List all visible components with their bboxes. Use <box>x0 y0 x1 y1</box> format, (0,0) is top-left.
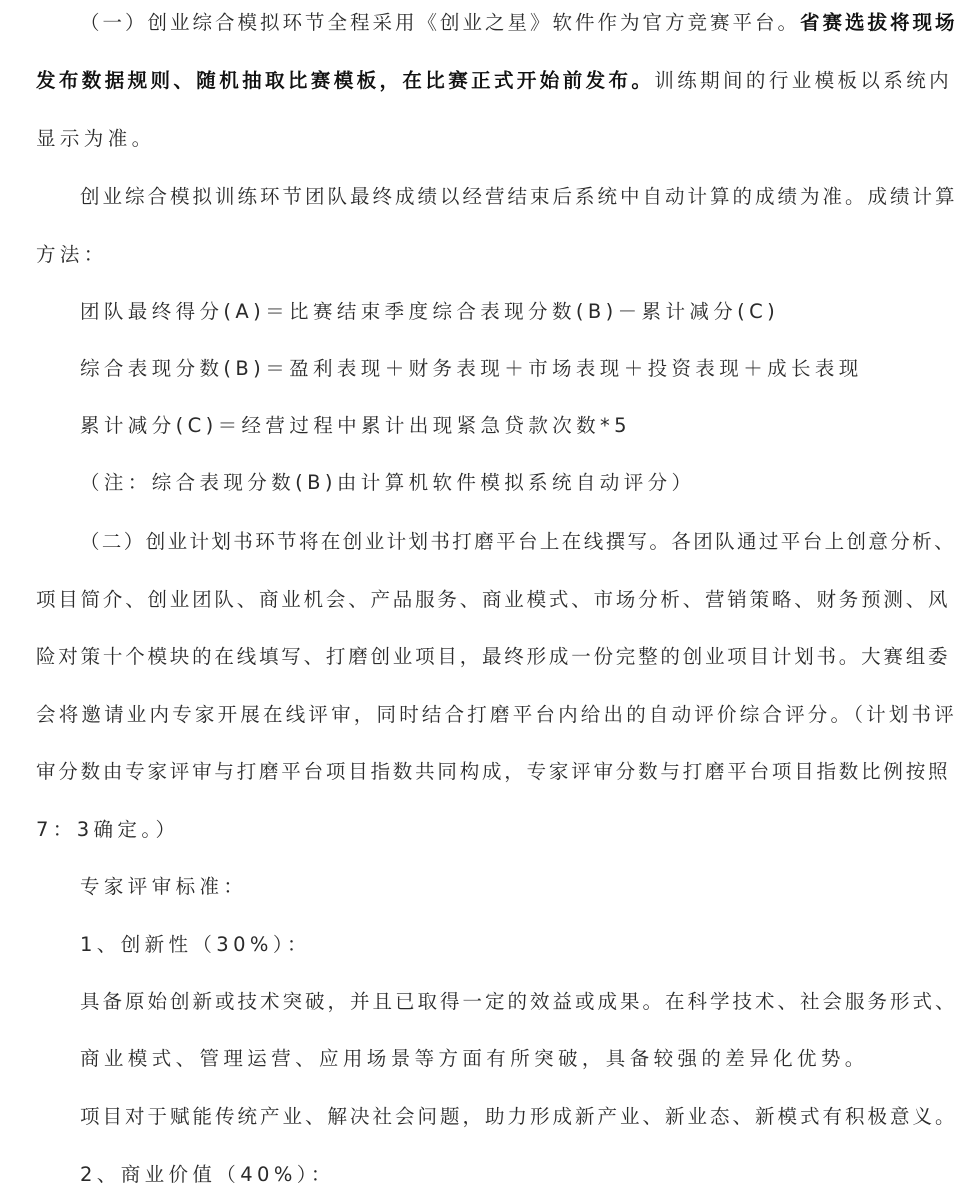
section1-para2-line1: 创业综合模拟训练环节团队最终成绩以经营结束后系统中自动计算的成绩为准。成绩计算 <box>80 185 958 208</box>
section1-para1-bold-text-2: 发布数据规则、随机抽取比赛模板，在比赛正式开始前发布。 <box>36 69 655 92</box>
criteria-item1-text-line3: 项目对于赋能传统产业、解决社会问题，助力形成新产业、新业态、新模式有积极意义。 <box>80 1105 958 1128</box>
section2-line6: 7：3确定。） <box>36 818 180 841</box>
criteria-item1-text-line1: 具备原始创新或技术突破，并且已取得一定的效益或成果。在科学技术、社会服务形式、 <box>80 990 958 1013</box>
section2-line2: 项目简介、创业团队、商业机会、产品服务、商业模式、市场分析、营销策略、财务预测、风 <box>36 588 951 611</box>
section1-para1-text: （一）创业综合模拟环节全程采用《创业之星》软件作为官方竞赛平台。 <box>80 11 801 34</box>
criteria-item2-title: 2、商业价值（40%）： <box>80 1163 335 1186</box>
formula-performance-score: 综合表现分数(B)＝盈利表现＋财务表现＋市场表现＋投资表现＋成长表现 <box>80 357 863 380</box>
formula-deduction: 累计减分(C)＝经营过程中累计出现紧急贷款次数*5 <box>80 414 631 437</box>
formula-total-score: 团队最终得分(A)＝比赛结束季度综合表现分数(B)－累计减分(C) <box>80 300 780 323</box>
criteria-item1-title: 1、创新性（30%）： <box>80 933 311 956</box>
scoring-note: （注：综合表现分数(B)由计算机软件模拟系统自动评分） <box>80 471 696 494</box>
section1-para1-text-2: 训练期间的行业模板以系统内 <box>654 69 953 92</box>
section1-para1-line3: 显示为准。 <box>36 127 156 150</box>
section2-line4: 会将邀请业内专家开展在线评审，同时结合打磨平台内给出的自动评价综合评分。（计划书评 <box>36 703 957 726</box>
section1-para2-line2: 方法： <box>36 243 108 266</box>
section1-para1-line1 <box>80 10 958 36</box>
criteria-item1-text-line2: 商业模式、管理运营、应用场景等方面有所突破，具备较强的差异化优势。 <box>80 1047 869 1070</box>
section2-line1: （二）创业计划书环节将在创业计划书打磨平台上在线撰写。各团队通过平台上创意分析、 <box>80 530 957 553</box>
section1-para1-bold-text: 省赛选拔将现场 <box>800 11 958 34</box>
section2-line5: 审分数由专家评审与打磨平台项目指数共同构成，专家评审分数与打磨平台项目指数比例按照 <box>36 760 951 783</box>
section2-line3: 险对策十个模块的在线填写、打磨创业项目，最终形成一份完整的创业项目计划书。大赛组委 <box>36 645 951 668</box>
section1-para1-line2 <box>36 68 952 94</box>
criteria-heading: 专家评审标准： <box>80 875 248 898</box>
